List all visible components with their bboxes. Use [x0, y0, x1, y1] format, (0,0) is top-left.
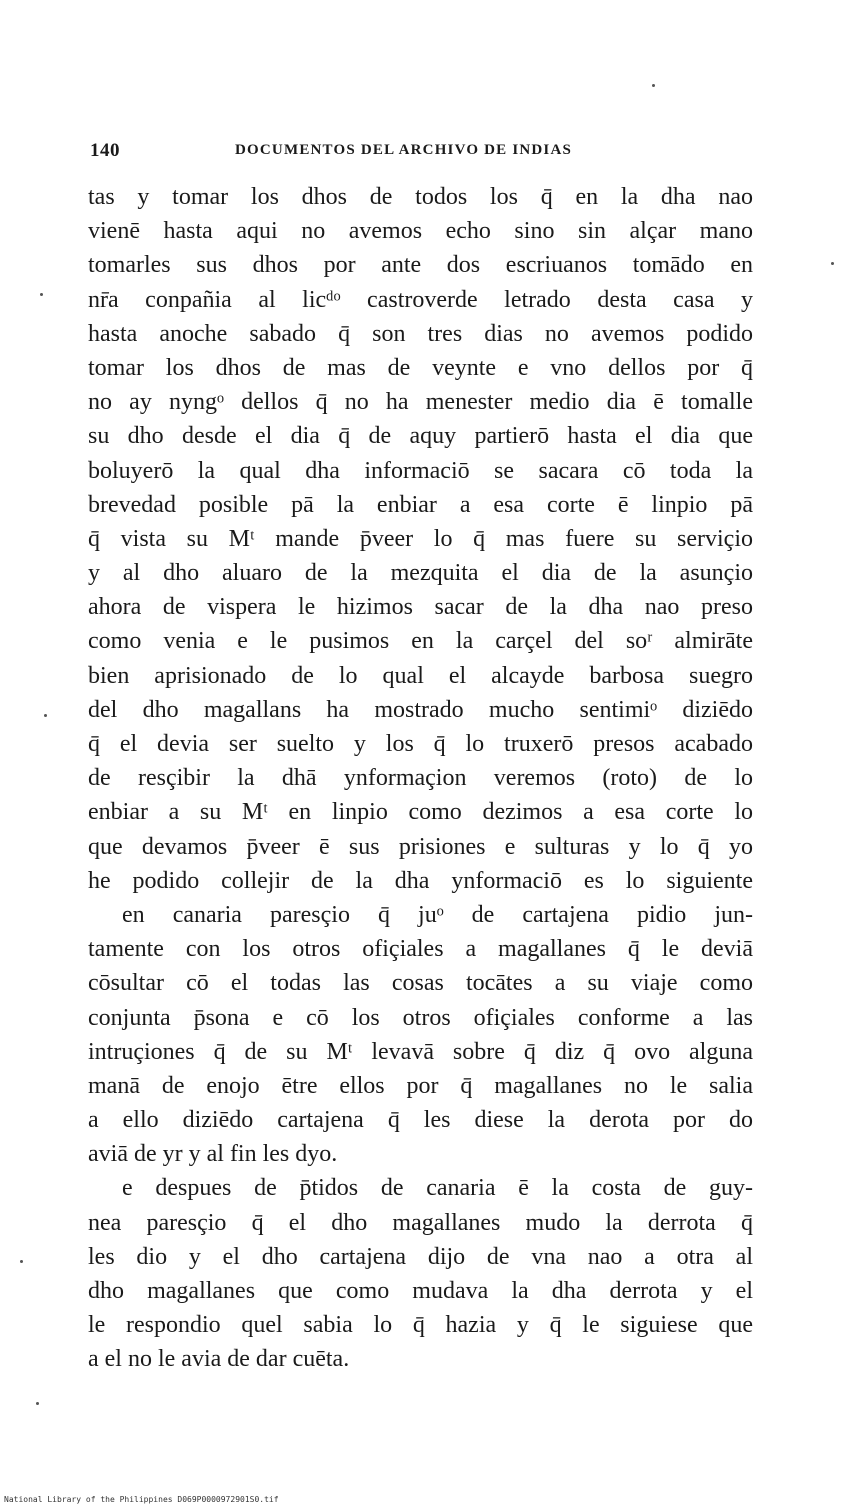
text-line: boluyerō la qual dha informaciō se sacara cō toda la — [88, 457, 753, 484]
text-line: q̄ vista su Mᵗ mande p̄veer lo q̄ mas fuere su serviçio — [88, 525, 753, 552]
text-line: en canaria paresçio q̄ juᵒ de cartajena pidio jun- — [122, 901, 753, 928]
scan-credit: National Library of the Philippines D069P0000972901S0.tif — [4, 1495, 279, 1504]
text-line: e despues de p̄tidos de canaria ē la costa de guy- — [122, 1175, 753, 1202]
text-line: tamente con los otros ofiçiales a magallanes q̄ le deviā — [88, 936, 753, 963]
text-line: he podido collejir de la dha ynformaciō es lo siguiente — [88, 867, 753, 894]
text-line: no ay nyngᵒ dellos q̄ no ha menester medio dia ē tomalle — [88, 389, 753, 416]
paragraph — [88, 180, 753, 898]
text-line: del dho magallans ha mostrado mucho sentimiᵒ diziēdo — [88, 696, 753, 723]
text-line: nr̄a conpañia al licᵈᵒ castroverde letrado desta casa y — [88, 286, 753, 313]
text-line: a ello diziēdo cartajena q̄ les diese la derota por do — [88, 1107, 753, 1134]
text-line: cōsultar cō el todas las cosas tocātes a su viaje como — [88, 970, 753, 997]
text-line: les dio y el dho cartajena dijo de vna nao a otra al — [88, 1243, 753, 1270]
text-line: vienē hasta aqui no avemos echo sino sin alçar mano — [88, 218, 753, 245]
text-line: ahora de vispera le hizimos sacar de la dha nao preso — [88, 594, 753, 621]
paragraph — [88, 898, 753, 1172]
text-line: y al dho aluaro de la mezquita el dia de la asunçio — [88, 560, 753, 587]
scan-speck — [831, 262, 834, 265]
text-line: tomar los dhos de mas de veynte e vno dellos por q̄ — [88, 354, 753, 381]
text-line: enbiar a su Mᵗ en linpio como dezimos a esa corte lo — [88, 799, 753, 826]
text-line: dho magallanes que como mudava la dha derrota y el — [88, 1278, 753, 1304]
text-line: conjunta p̄sona e cō los otros ofiçiales conforme a las — [88, 1004, 753, 1031]
text-line: le respondio quel sabia lo q̄ hazia y q̄ le siguiese que — [88, 1312, 753, 1339]
scan-speck — [20, 1260, 23, 1263]
paragraph — [88, 1171, 753, 1376]
scan-speck — [652, 84, 655, 87]
text-line: aviā de yr y al fin les dyo. — [88, 1141, 338, 1168]
text-line: que devamos p̄veer ē sus prisiones e sulturas y lo q̄ yo — [88, 833, 753, 860]
page-number: 140 — [90, 140, 120, 161]
text-line: intruçiones q̄ de su Mᵗ levavā sobre q̄ diz q̄ ovo alguna — [88, 1038, 753, 1065]
text-line: manā de enojo ētre ellos por q̄ magallanes no le salia — [88, 1072, 753, 1099]
page-header — [90, 140, 750, 168]
scan-speck — [44, 714, 47, 717]
text-line: hasta anoche sabado q̄ son tres dias no avemos podido — [88, 320, 753, 347]
text-line: bien aprisionado de lo qual el alcayde barbosa suegro — [88, 662, 753, 689]
text-line: como venia e le pusimos en la carçel del soʳ almirāte — [88, 628, 753, 655]
text-line: su dho desde el dia q̄ de aquy partierō hasta el dia que — [88, 423, 753, 450]
scan-speck — [40, 293, 43, 296]
text-line: q̄ el devia ser suelto y los q̄ lo truxerō presos acabado — [88, 731, 753, 757]
text-line: a el no le avia de dar cuēta. — [88, 1346, 350, 1373]
text-line: de resçibir la dhā ynformaçion veremos (roto) de lo — [88, 765, 753, 792]
running-head: DOCUMENTOS DEL ARCHIVO DE INDIAS — [235, 142, 573, 158]
text-line: tas y tomar los dhos de todos los q̄ en la dha nao — [88, 184, 753, 210]
text-line: brevedad posible pā la enbiar a esa corte ē linpio pā — [88, 491, 753, 518]
text-line: tomarles sus dhos por ante dos escriuanos tomādo en — [88, 252, 753, 279]
body-text — [88, 180, 753, 1377]
scan-speck — [36, 1402, 39, 1405]
text-line: nea paresçio q̄ el dho magallanes mudo la derrota q̄ — [88, 1209, 753, 1236]
